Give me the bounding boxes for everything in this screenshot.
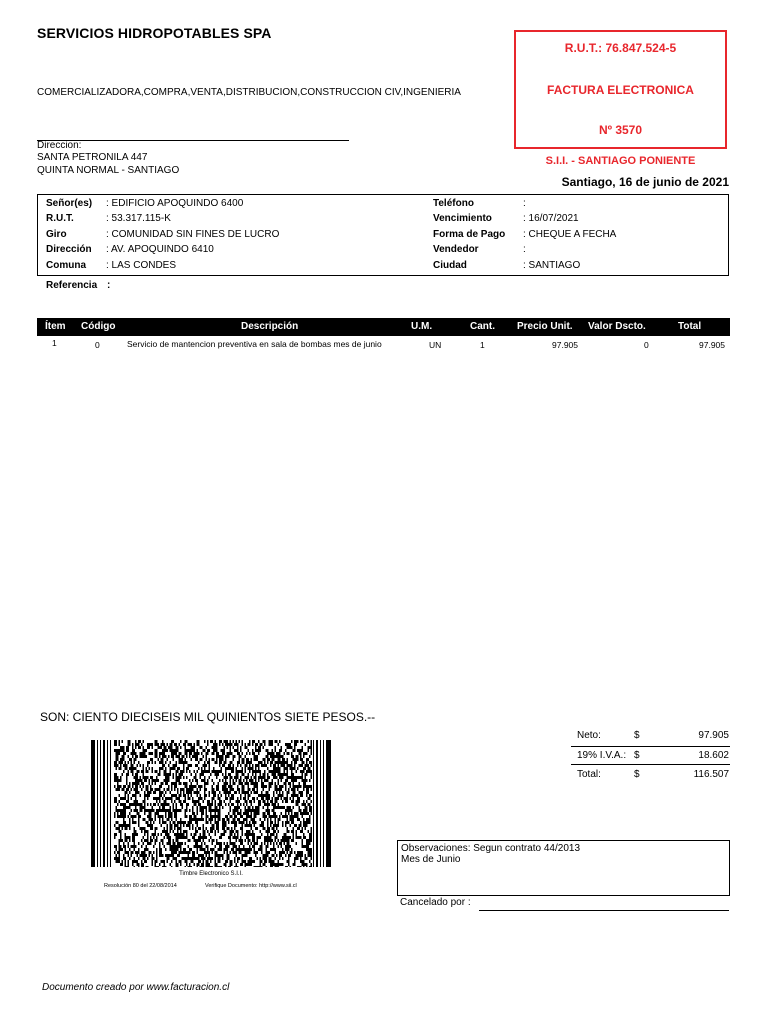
- cancelled-by-label: Cancelado por :: [400, 897, 471, 908]
- client-field-value: : 16/07/2021: [523, 213, 579, 224]
- col-description: Descripción: [241, 321, 299, 332]
- items-table-header: [37, 318, 730, 336]
- address-divider: [37, 140, 349, 141]
- pdf417-barcode: [91, 740, 331, 867]
- client-field-label: Ciudad: [433, 260, 467, 271]
- observations-box: [397, 840, 730, 896]
- col-um: U.M.: [411, 321, 433, 332]
- client-field-value: : SANTIAGO: [523, 260, 581, 271]
- stamp-resolution: Resolución 80 del 22/08/2014: [104, 883, 177, 889]
- col-total: Total: [678, 321, 702, 332]
- client-field-label: Vencimiento: [433, 213, 492, 224]
- client-field-value: : LAS CONDES: [106, 260, 177, 271]
- col-discount: Valor Dscto.: [588, 321, 646, 332]
- client-field-value: : 53.317.115-K: [106, 213, 171, 224]
- company-name: SERVICIOS HIDROPOTABLES SPA: [37, 25, 272, 41]
- col-code: Código: [81, 321, 116, 332]
- net-label: Neto:: [577, 730, 601, 741]
- client-field-label: Dirección: [46, 244, 92, 255]
- row-total: 97.905: [699, 340, 725, 350]
- client-field-value: : COMUNIDAD SIN FINES DE LUCRO: [106, 229, 280, 240]
- client-field-label: Vendedor: [433, 244, 479, 255]
- row-description: Servicio de mantencion preventiva en sala de bombas mes de junio: [127, 339, 382, 349]
- client-field-label: Señor(es): [46, 198, 93, 209]
- issuer-rut: R.U.T.: 76.847.524-5: [564, 41, 677, 55]
- address-label: Direccion:: [37, 140, 82, 151]
- client-field-label: Giro: [46, 229, 67, 240]
- observations-line-2: Mes de Junio: [401, 854, 461, 865]
- iva-currency: $: [634, 750, 640, 761]
- net-currency: $: [634, 730, 640, 741]
- totals-box: [571, 727, 730, 787]
- col-qty: Cant.: [470, 321, 495, 332]
- document-type: FACTURA ELECTRONICA: [547, 83, 694, 97]
- cancelled-by-line: [479, 910, 729, 911]
- observations-line-1: Observaciones: Segun contrato 44/2013: [401, 843, 581, 854]
- client-field-label: Forma de Pago: [433, 229, 506, 240]
- document-number: Nº 3570: [598, 123, 643, 137]
- amount-in-words: SON: CIENTO DIECISEIS MIL QUINIENTOS SIETE PESOS.--: [40, 710, 376, 724]
- row-discount: 0: [644, 340, 649, 350]
- row-code: 0: [95, 340, 100, 350]
- company-activity: COMERCIALIZADORA,COMPRA,VENTA,DISTRIBUCION,CONSTRUCCION CIV,INGENIERIA: [37, 87, 461, 98]
- client-field-value: : EDIFICIO APOQUINDO 6400: [106, 198, 244, 209]
- sii-office: S.I.I. - SANTIAGO PONIENTE: [545, 155, 696, 167]
- footer-note: Documento creado por www.facturacion.cl: [42, 982, 230, 993]
- row-um: UN: [429, 340, 442, 350]
- iva-value: 18.602: [698, 750, 729, 761]
- col-item: Ítem: [45, 321, 66, 332]
- client-field-label: Teléfono: [433, 198, 474, 209]
- col-unit-price: Precio Unit.: [517, 321, 573, 332]
- issue-date: Santiago, 16 de junio de 2021: [561, 175, 729, 189]
- client-field-label: Comuna: [46, 260, 86, 271]
- total-label: Total:: [577, 769, 601, 780]
- row-unit-price: 97.905: [552, 340, 578, 350]
- total-value: 116.507: [693, 769, 729, 780]
- client-field-value: : AV. APOQUINDO 6410: [106, 244, 214, 255]
- stamp-verify: Verifique Documento: http://www.sii.cl: [205, 883, 297, 889]
- client-field-value: :: [523, 198, 526, 209]
- reference-value: :: [107, 280, 111, 291]
- reference-label: Referencia: [46, 280, 98, 291]
- totals-divider: [571, 746, 730, 747]
- net-value: 97.905: [698, 730, 729, 741]
- total-currency: $: [634, 769, 640, 780]
- row-item: 1: [52, 338, 57, 348]
- iva-label: 19% I.V.A.:: [577, 750, 627, 761]
- address-line-2: QUINTA NORMAL - SANTIAGO: [37, 165, 180, 176]
- stamp-title: Timbre Electronico S.I.I.: [179, 871, 243, 877]
- client-info-box: [37, 194, 729, 276]
- client-field-value: : CHEQUE A FECHA: [523, 229, 617, 240]
- client-field-value: :: [523, 244, 526, 255]
- table-row: [37, 337, 730, 353]
- address-line-1: SANTA PETRONILA 447: [37, 152, 148, 163]
- client-field-label: R.U.T.: [46, 213, 74, 224]
- document-id-box: [514, 30, 727, 149]
- row-qty: 1: [480, 340, 485, 350]
- totals-divider: [571, 764, 730, 765]
